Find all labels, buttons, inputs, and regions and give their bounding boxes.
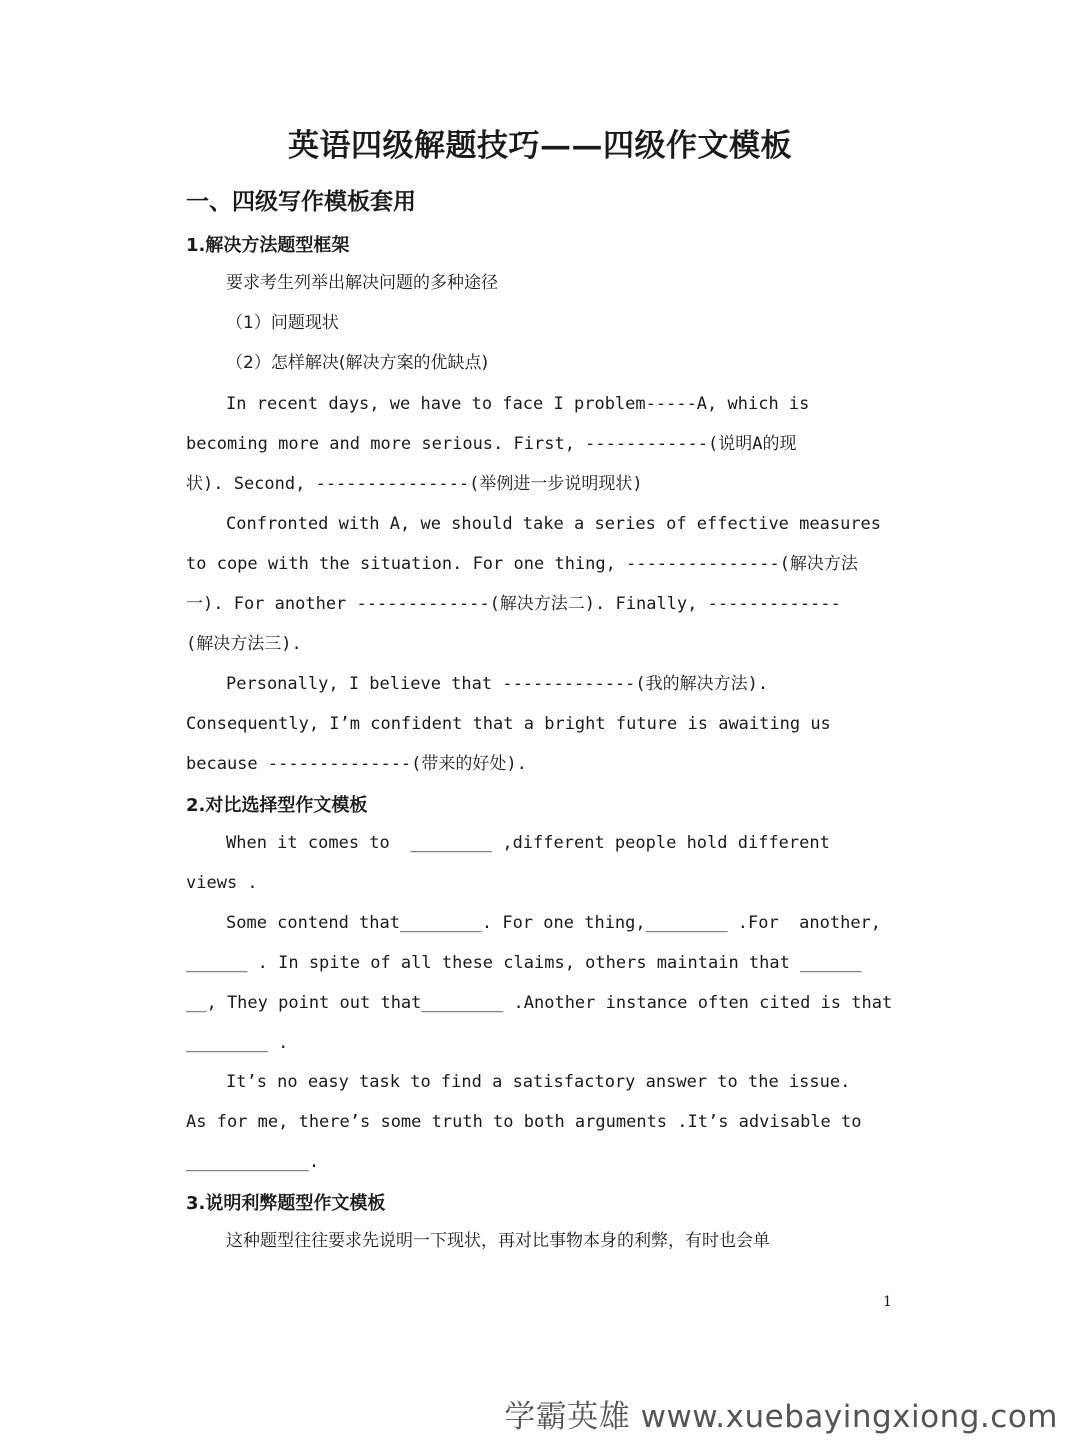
paragraph-line: ____________.	[186, 1152, 320, 1172]
paragraph-line: Some contend that________. For one thing,________ .For another,	[226, 913, 882, 933]
paragraph-line: ______ . In spite of all these claims, others maintain that ______	[186, 953, 862, 973]
subsection-heading-1: 1.解决方法题型框架	[186, 235, 350, 256]
paragraph-line: because --------------(带来的好处).	[186, 754, 527, 774]
paragraph-line: views .	[186, 873, 258, 893]
subsection-heading-2: 2.对比选择型作文模板	[186, 795, 368, 816]
document-title: 英语四级解题技巧——四级作文模板	[288, 128, 792, 164]
paragraph-line: 状). Second, ---------------(举例进一步说明现状)	[186, 474, 643, 494]
paragraph-line: becoming more and more serious. First, ------------(说明A的现	[186, 434, 797, 454]
paragraph-line: It’s no easy task to find a satisfactory answer to the issue.	[226, 1072, 851, 1092]
paragraph-line: Confronted with A, we should take a series of effective measures	[226, 514, 882, 534]
paragraph-line: In recent days, we have to face I problem-----A, which is	[226, 394, 810, 414]
paragraph-line: 一). For another -------------(解决方法二). Finally, -------------	[186, 594, 841, 614]
paragraph-line: ________ .	[186, 1033, 289, 1053]
paragraph-line: Consequently, I’m confident that a bright future is awaiting us	[186, 714, 831, 734]
subsection-heading-3: 3.说明利弊题型作文模板	[186, 1193, 386, 1214]
paragraph-line: As for me, there’s some truth to both arguments .It’s advisable to	[186, 1112, 862, 1132]
paragraph-line: Personally, I believe that -------------(我的解决方法).	[226, 674, 769, 694]
section-heading: 一、四级写作模板套用	[186, 188, 416, 215]
page-number: 1	[883, 1294, 892, 1310]
paragraph-line: （2）怎样解决(解决方案的优缺点)	[226, 353, 489, 373]
paragraph-line: 这种题型往往要求先说明一下现状，再对比事物本身的利弊，有时也会单	[226, 1231, 770, 1251]
paragraph-line: __, They point out that________ .Another instance often cited is that	[186, 993, 893, 1013]
paragraph-line: （1）问题现状	[226, 313, 339, 333]
paragraph-line: (解决方法三).	[186, 634, 302, 654]
paragraph-line: to cope with the situation. For one thing, ---------------(解决方法	[186, 554, 858, 574]
paragraph-line: 要求考生列举出解决问题的多种途径	[226, 273, 498, 293]
paragraph-line: When it comes to ________ ,different people hold different	[226, 833, 830, 853]
site-watermark: 学霸英雄 www.xuebayingxiong.com	[504, 1399, 1058, 1435]
